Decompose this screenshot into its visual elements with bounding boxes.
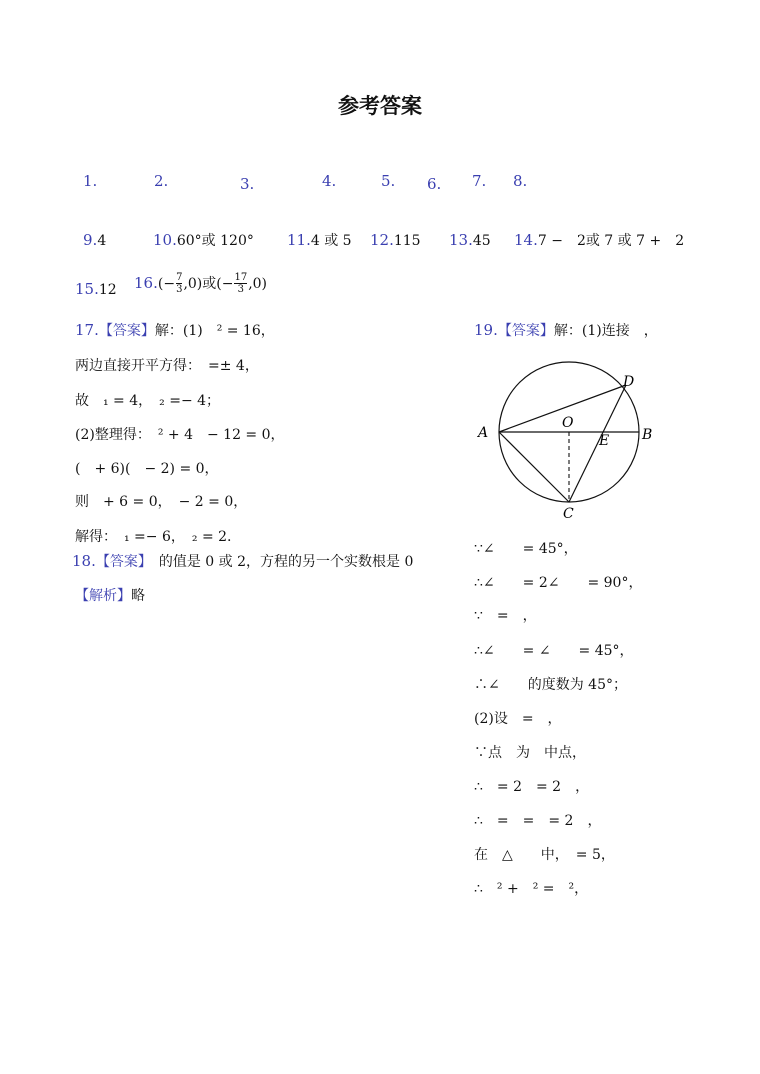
solution-line: 故 ₁ = 4， ₂ =− 4； xyxy=(75,393,221,409)
analysis-text: 略 xyxy=(131,588,145,604)
solution-line: 则 + 6 = 0， − 2 = 0， xyxy=(75,494,248,510)
fraction xyxy=(176,272,182,295)
numerator: 7 xyxy=(176,272,183,283)
circle-geometry-diagram xyxy=(470,352,670,522)
answer-text: 60°或 120° xyxy=(176,233,254,249)
solution-line: (2)整理得： ² + 4 − 12 = 0， xyxy=(75,427,285,443)
answer-10 xyxy=(153,230,254,250)
answer-text: 4 或 5 xyxy=(310,233,352,249)
question-number: 19. xyxy=(474,321,498,339)
answer-text: 12 xyxy=(98,282,117,298)
answer-13 xyxy=(449,230,491,249)
answer-11 xyxy=(287,230,352,250)
solution-line: ∴∠ = ∠ = 45°， xyxy=(474,643,634,659)
answer-18-heading xyxy=(72,551,413,571)
answer-text: 115 xyxy=(393,233,421,249)
page-title: 参考答案 xyxy=(338,94,422,118)
label-o: O xyxy=(562,415,574,431)
question-number: 12. xyxy=(370,231,394,249)
question-number: 15. xyxy=(75,280,99,298)
question-number: 11. xyxy=(287,231,311,249)
answer-15 xyxy=(75,279,117,298)
solution-line: ∵∠ = 45°， xyxy=(474,541,578,557)
solution-line: 两边直接开平方得： =± 4， xyxy=(75,358,259,374)
answer-text: (− xyxy=(157,276,176,292)
question-number: 18. xyxy=(72,552,96,570)
solution-line: 的值是 0 或 2，方程的另一个实数根是 0 xyxy=(144,554,414,570)
question-number: 17. xyxy=(75,321,99,339)
analysis-tag: 【解析】 xyxy=(75,588,131,604)
solution-line: 解：(1)连接 ， xyxy=(553,323,658,339)
denominator: 3 xyxy=(237,284,244,295)
answer-17-heading xyxy=(75,320,275,340)
label-c: C xyxy=(563,506,574,522)
answer-tag: 【答案】 xyxy=(497,323,554,339)
mc-number: 7. xyxy=(472,172,487,190)
mc-number: 2. xyxy=(154,172,169,190)
solution-line: ∴ = = = 2 ， xyxy=(474,813,602,829)
answer-9 xyxy=(83,230,106,249)
answer-text: 45 xyxy=(472,233,491,249)
solution-line: 解得： ₁ =− 6， ₂ = 2. xyxy=(75,529,232,545)
question-number: 9. xyxy=(83,231,98,249)
label-b: B xyxy=(642,427,653,443)
question-number: 10. xyxy=(153,231,177,249)
mc-number: 1. xyxy=(83,172,98,190)
answer-16 xyxy=(134,272,267,295)
question-number: 14. xyxy=(514,231,538,249)
denominator: 3 xyxy=(176,284,183,295)
mc-number: 8. xyxy=(513,172,528,190)
numerator: 17 xyxy=(234,272,248,283)
solution-line: ∴ = 2 = 2 ， xyxy=(474,779,590,795)
mc-number: 6. xyxy=(427,175,442,193)
answer-18-analysis xyxy=(75,585,145,605)
label-e: E xyxy=(599,433,610,449)
mc-number: 3. xyxy=(240,175,255,193)
answer-19-heading xyxy=(474,320,658,340)
chord-ac xyxy=(499,432,569,502)
solution-line: 解：(1) ² = 16， xyxy=(154,323,275,339)
solution-line: ∵点 为 中点， xyxy=(474,745,586,761)
solution-line: (2)设 = ， xyxy=(474,711,562,727)
answer-tag: 【答案】 xyxy=(98,323,155,339)
fraction xyxy=(234,272,247,295)
solution-line: 在 △ 中， = 5， xyxy=(474,847,615,863)
answer-tag: 【答案】 xyxy=(95,554,145,570)
solution-line: ∴∠ = 2∠ = 90°， xyxy=(474,575,643,591)
label-d: D xyxy=(623,374,635,390)
answer-14 xyxy=(514,230,684,250)
answer-12 xyxy=(370,230,421,249)
answer-text: ,0) xyxy=(248,276,268,292)
solution-line: ( + 6)( − 2) = 0， xyxy=(75,461,219,477)
solution-line: ∵ = ， xyxy=(474,608,537,624)
question-number: 16. xyxy=(134,274,158,292)
answer-text: ,0)或(− xyxy=(183,276,234,292)
solution-line: ∴∠ 的度数为 45°； xyxy=(474,677,627,693)
solution-line: ∴ ² + ² = ²， xyxy=(474,881,589,897)
mc-number: 4. xyxy=(322,172,337,190)
label-a: A xyxy=(478,425,489,441)
answer-text: 4 xyxy=(97,233,107,249)
answer-text: 7 − 2或 7 或 7 + 2 xyxy=(537,233,685,249)
question-number: 13. xyxy=(449,231,473,249)
mc-number: 5. xyxy=(381,172,396,190)
